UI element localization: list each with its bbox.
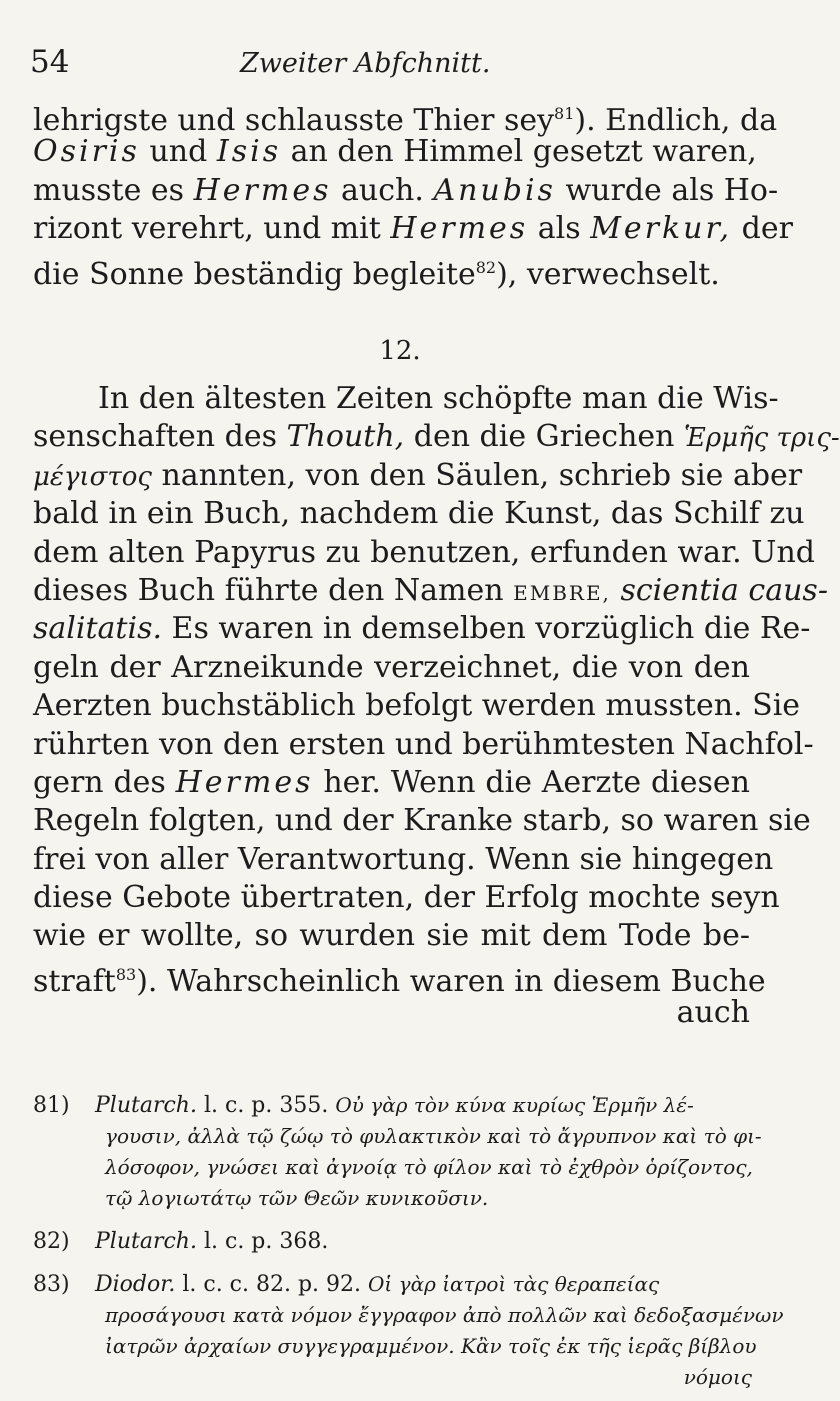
text-line: bald in ein Buch, nachdem die Kunst, das Schilf zu — [33, 496, 805, 532]
text-line: Aerzten buchstäblich befolgt werden mussten. Sie — [33, 688, 801, 724]
main-text — [33, 95, 793, 292]
text-line: diese Gebote übertraten, der Erfolg mochte seyn — [33, 880, 780, 916]
text-line: geln der Arzneikunde verzeichnet, die von den — [33, 649, 750, 685]
section-number: 12. — [379, 336, 421, 366]
text-line: die Sonne beständig begleite$^{82}$), verwechselt. — [33, 256, 720, 292]
text-line: Regeln folgten, und der Kranke starb, so waren sie — [33, 803, 811, 839]
footnote-ref: 82 — [475, 257, 497, 277]
footnote-label: 83) — [33, 1272, 70, 1297]
footnotes — [33, 1090, 784, 1393]
running-head: Zweiter Abfchnitt. — [240, 48, 491, 79]
page-number: 54 — [30, 44, 70, 80]
text-line: musste es Hermes auch. Anubis wurde als Ho- — [33, 172, 779, 208]
footnote-label: 81) — [33, 1093, 70, 1118]
paragraph — [33, 380, 840, 1033]
text-line: dem alten Papyrus zu benutzen, erfunden war. Und — [33, 534, 815, 570]
footnote-83: 83) Diodor. l. c. c. 82. p. 92. Οἱ γὰρ ἰατροὶ τὰς θεραπείας προσάγουσι κατὰ νόμον ἔγγραφον ἀπὸ πολλῶν καὶ δεδοξασμένων ἰατρῶν ἀρχαίων συγγεγραμμένον. Κἂν τοῖς ἐκ τῆς ἱερᾶς βίβλου νόμοις — [33, 1269, 752, 1393]
text-line: senschaften des Thouth, den die Griechen Ἑρμῆς τρις- — [33, 419, 840, 455]
text-line: wie er wollte, so wurden sie mit dem Tode be- — [33, 918, 750, 954]
footnote-label: 82) — [33, 1229, 70, 1254]
text-line: rizont verehrt, und mit Hermes als Merkur, der — [33, 211, 793, 247]
text-line: lehrigste und schlausste Thier sey$^{81}$). Endlich, da — [33, 103, 778, 138]
text-line: rührten von den ersten und berühmtesten Nachfol- — [33, 726, 814, 762]
text-line: dieses Buch führte den Namen EMBRE, scientia caus- — [33, 572, 828, 608]
text-line: Osiris und Isis an den Himmel gesetzt waren, — [33, 134, 757, 170]
text-line: straft$^{83}$). Wahrscheinlich waren in diesem Buche — [33, 963, 766, 999]
text-line: gern des Hermes her. Wenn die Aerzte diesen — [33, 764, 750, 800]
footnote-82: 82) Plutarch. l. c. p. 368. — [33, 1226, 752, 1257]
page-header — [30, 44, 760, 84]
text-line: In den ältesten Zeiten schöpfte man die Wis- — [98, 381, 779, 416]
catchword: auch — [676, 995, 750, 1031]
text-line: frei von aller Verantwortung. Wenn sie hingegen — [33, 841, 774, 877]
footnote-ref: 83 — [115, 964, 137, 984]
text-line: μέγιστος nannten, von den Säulen, schrieb sie aber — [33, 457, 803, 493]
footnote-ref: 81 — [554, 104, 575, 123]
footnote-81: 81) Plutarch. l. c. p. 355. Οὐ γὰρ τὸν κύνα κυρίως Ἑρμῆν λέ- γουσιν, ἀλλὰ τῷ ζώῳ τὸ φυλακτικὸν καὶ τὸ ἄγρυπνον καὶ τὸ φι- λόσοφον, γνώσει καὶ ἀγνοίᾳ τὸ φίλον καὶ τὸ ἐχθρὸν ὁρίζοντος, τῷ λογιωτάτῳ τῶν Θεῶν κυνικοῦσιν. — [33, 1090, 752, 1214]
text-line: salitatis. Es waren in demselben vorzüglich die Re- — [33, 611, 811, 647]
